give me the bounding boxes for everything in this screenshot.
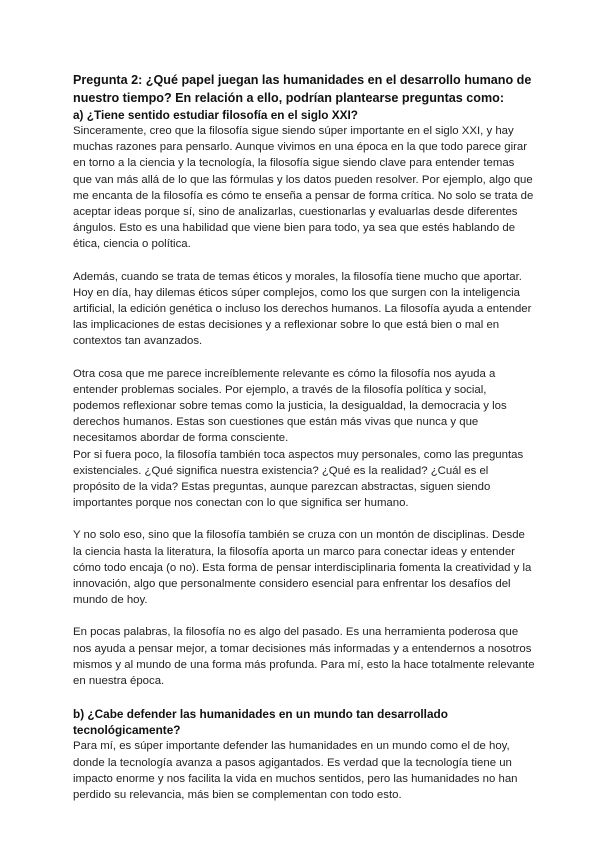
document-page [73,71,535,803]
section-a-paragraph-1: Sinceramente, creo que la filosofía sigue siendo súper importante en el siglo XXI, y hay muchas razones para pensarlo. Aunque vivimos en una época en la que todo parece girar en torno a la ciencia y la tecnología, la filosofía sigue siendo clave para entender temas que van más allá de lo que las fórmulas y los datos pueden resolver. Por ejemplo, algo que me encanta de la filosofía es cómo te enseña a pensar de forma crítica. No solo se trata de aceptar ideas porque sí, sino de analizarlas, cuestionarlas y evaluarlas desde diferentes ángulos. Esto es una habilidad que viene bien para todo, ya sea que estés hablando de ética, ciencia o política. [73,125,534,251]
section-a-paragraph-3: Otra cosa que me parece increíblemente relevante es cómo la filosofía nos ayuda a entender problemas sociales. Por ejemplo, a través de la filosofía política y social, podemos reflexionar sobre temas como la justicia, la desigualdad, la democracia y los derechos humanos. Estas son cuestiones que están más vivas que nunca y que necesitamos abordar de forma consciente. [73,367,507,445]
section-a-paragraph-5: Y no solo eso, sino que la filosofía también se cruza con un montón de disciplinas. Desde la ciencia hasta la literatura, la filosofía aporta un marco para conectar ideas y entender cómo todo encaja (o no). Esta forma de pensar interdisciplinaria fomenta la creatividad y la innovación, algo que personalmente considero esencial para enfrentar los desafíos del mundo de hoy. [73,529,532,607]
section-a-paragraph-6: En pocas palabras, la filosofía no es algo del pasado. Es una herramienta poderosa que nos ayuda a pensar mejor, a tomar decisiones más informadas y a entendernos a nosotros mismos y al mundo de una forma más profunda. Para mí, esto la hace totalmente relevante en nuestra época. [73,626,535,688]
section-b-heading: b) ¿Cabe defender las humanidades en un mundo tan desarrollado tecnológicamente? [73,707,448,738]
question-title: Pregunta 2: ¿Qué papel juegan las humanidades en el desarrollo humano de nuestro tiempo? En relación a ello, podrían plantearse preguntas como: [73,73,532,105]
section-b-paragraph-1: Para mí, es súper importante defender las humanidades en un mundo como el de hoy, donde la tecnología avanza a pasos agigantados. Es verdad que la tecnología tiene un impacto enorme y nos facilita la vida en muchos sentidos, pero las humanidades no han perdido su relevancia, más bien se complementan con todo esto. [73,740,518,801]
section-a-paragraph-2: Además, cuando se trata de temas éticos y morales, la filosofía tiene mucho que aportar. Hoy en día, hay dilemas éticos súper complejos, como los que surgen con la inteligencia artificial, la edición genética o incluso los derechos humanos. La filosofía ayuda a entender las implicaciones de estas decisiones y a reflexionar sobre lo que está bien o mal en contextos tan avanzados. [73,270,532,348]
section-a-heading: a) ¿Tiene sentido estudiar filosofía en el siglo XXI? [73,108,358,122]
section-a-paragraph-4: Por si fuera poco, la filosofía también toca aspectos muy personales, como las preguntas existenciales. ¿Qué significa nuestra existencia? ¿Qué es la realidad? ¿Cuál es el propósito de la vida? Estas preguntas, aunque parezcan abstractas, siguen siendo importantes porque nos conectan con lo que significa ser humano. [73,448,524,510]
